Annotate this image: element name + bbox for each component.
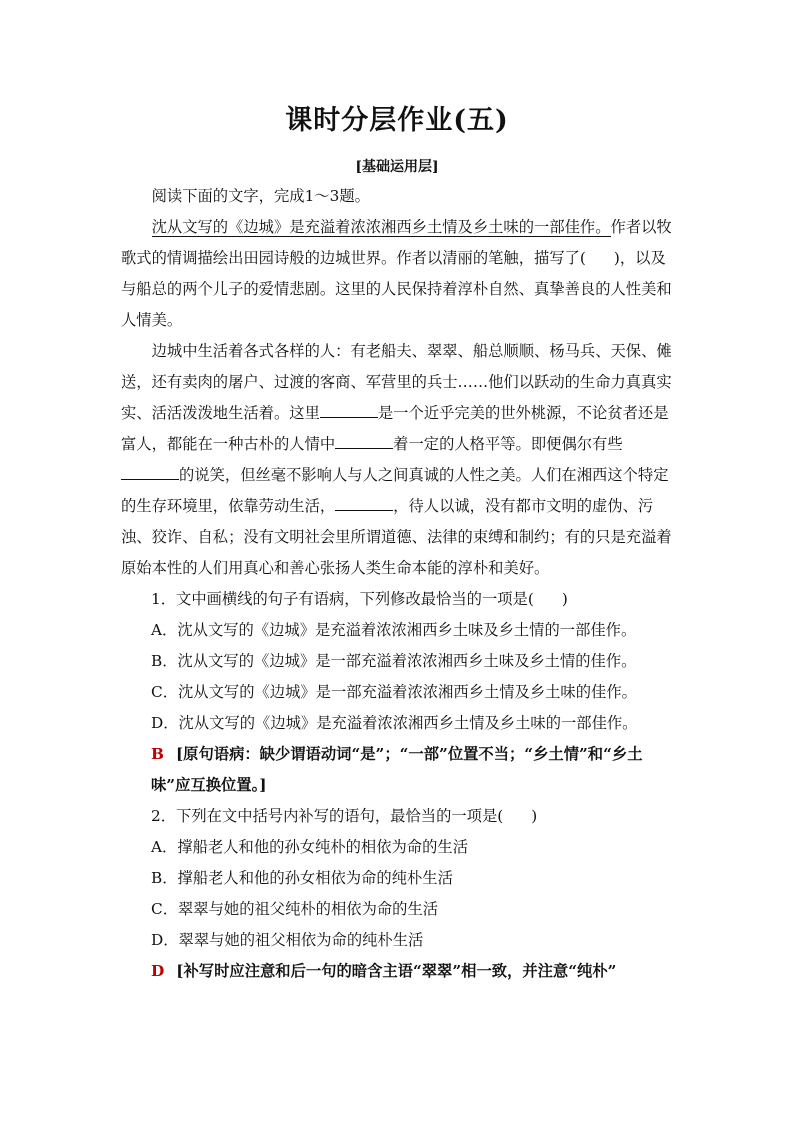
answer-letter: B [151, 745, 164, 763]
page-title: 课时分层作业(五) [285, 105, 509, 136]
passage-paragraph-2 [121, 336, 677, 584]
fill-blank [320, 403, 378, 418]
question-2-option-d: D．翠翠与她的祖父相依为命的纯朴生活 [151, 931, 424, 949]
question-stem-text: ) [561, 590, 568, 608]
instruction: 阅读下面的文字，完成1～3题。 [151, 187, 370, 205]
passage-text: 的说笑，但丝毫不影响人与人之间真诚的人性之美。人们在湘西这个特定的生存环境里，依靠劳动生活， [121, 466, 669, 515]
question-1-option-a: A．沈从文写的《边城》是充溢着浓浓湘西乡土味及乡土情的一部佳作。 [151, 621, 637, 639]
question-2-answer [121, 956, 677, 987]
passage-text: 是一个近乎完美的世外桃源，不论贫者还是富人，都能在一种古朴的人情中 [121, 404, 669, 453]
fill-blank [335, 434, 393, 449]
question-stem-text: ) [531, 807, 538, 825]
underlined-sentence: 沈从文写的《边城》是充溢着浓浓湘西乡土情及乡土味的一部佳作。 [151, 218, 611, 236]
fill-blank [335, 496, 393, 511]
answer-letter: D [151, 962, 165, 980]
document-body [121, 181, 677, 987]
question-1-option-c: C．沈从文写的《边城》是一部充溢着浓浓湘西乡土情及乡土味的佳作。 [151, 683, 637, 701]
passage-text: 边城中生活着各式各样的人：有老船夫、翠翠、船总顺顺、杨马兵、天保、傩送，还有卖肉的屠户、过渡的客商、军营里的兵士……他们以跃动的生命力真真实实、活活泼泼地生活着。这里 [121, 342, 672, 422]
question-2-option-b: B．撑船老人和他的孙女相依为命的纯朴生活 [151, 869, 453, 887]
question-stem-text: 1．文中画横线的句子有语病，下列修改最恰当的一项是( [151, 590, 534, 608]
question-1-stem [121, 584, 677, 615]
question-2-option-a: A．撑船老人和他的孙女纯朴的相依为命的生活 [151, 838, 468, 856]
question-1-answer [121, 739, 677, 801]
passage-text: )，以及与船总的两个儿子的爱情悲剧。这里的人民保持着淳朴自然、真挚善良的人性美和人情美。 [121, 249, 672, 329]
question-1-option-d: D．沈从文写的《边城》是充溢着浓浓湘西乡土情及乡土味的一部佳作。 [151, 714, 638, 732]
question-stem-text: 2．下列在文中括号内补写的语句，最恰当的一项是( [151, 807, 504, 825]
passage-paragraph-1 [121, 212, 677, 336]
passage-text: 作者以牧歌式的情调描绘出田园诗般的边城世界。作者以清丽的笔触，描写了( [121, 218, 672, 267]
passage-text: ，待人以诚，没有都市文明的虚伪、污浊、狡诈、自私；没有文明社会里所谓道德、法律的束缚和制约；有的只是充溢着原始本性的人们用真心和善心张扬人类生命本能的淳朴和美好。 [121, 497, 672, 577]
fill-blank [121, 465, 179, 480]
answer-explanation: [补写时应注意和后一句的暗含主语“翠翠”相一致，并注意“纯朴” [176, 962, 617, 980]
answer-explanation: [原句语病：缺少谓语动词“是”；“一部”位置不当；“乡土情”和“乡土味”应互换位置。] [151, 745, 643, 794]
section-label: [基础运用层] [355, 159, 439, 175]
question-2-option-c: C．翠翠与她的祖父纯朴的相依为命的生活 [151, 900, 439, 918]
passage-text: 着一定的人格平等。即便偶尔有些 [393, 435, 623, 453]
question-1-option-b: B．沈从文写的《边城》是一部充溢着浓浓湘西乡土味及乡土情的佳作。 [151, 652, 637, 670]
question-2-stem [121, 801, 677, 832]
